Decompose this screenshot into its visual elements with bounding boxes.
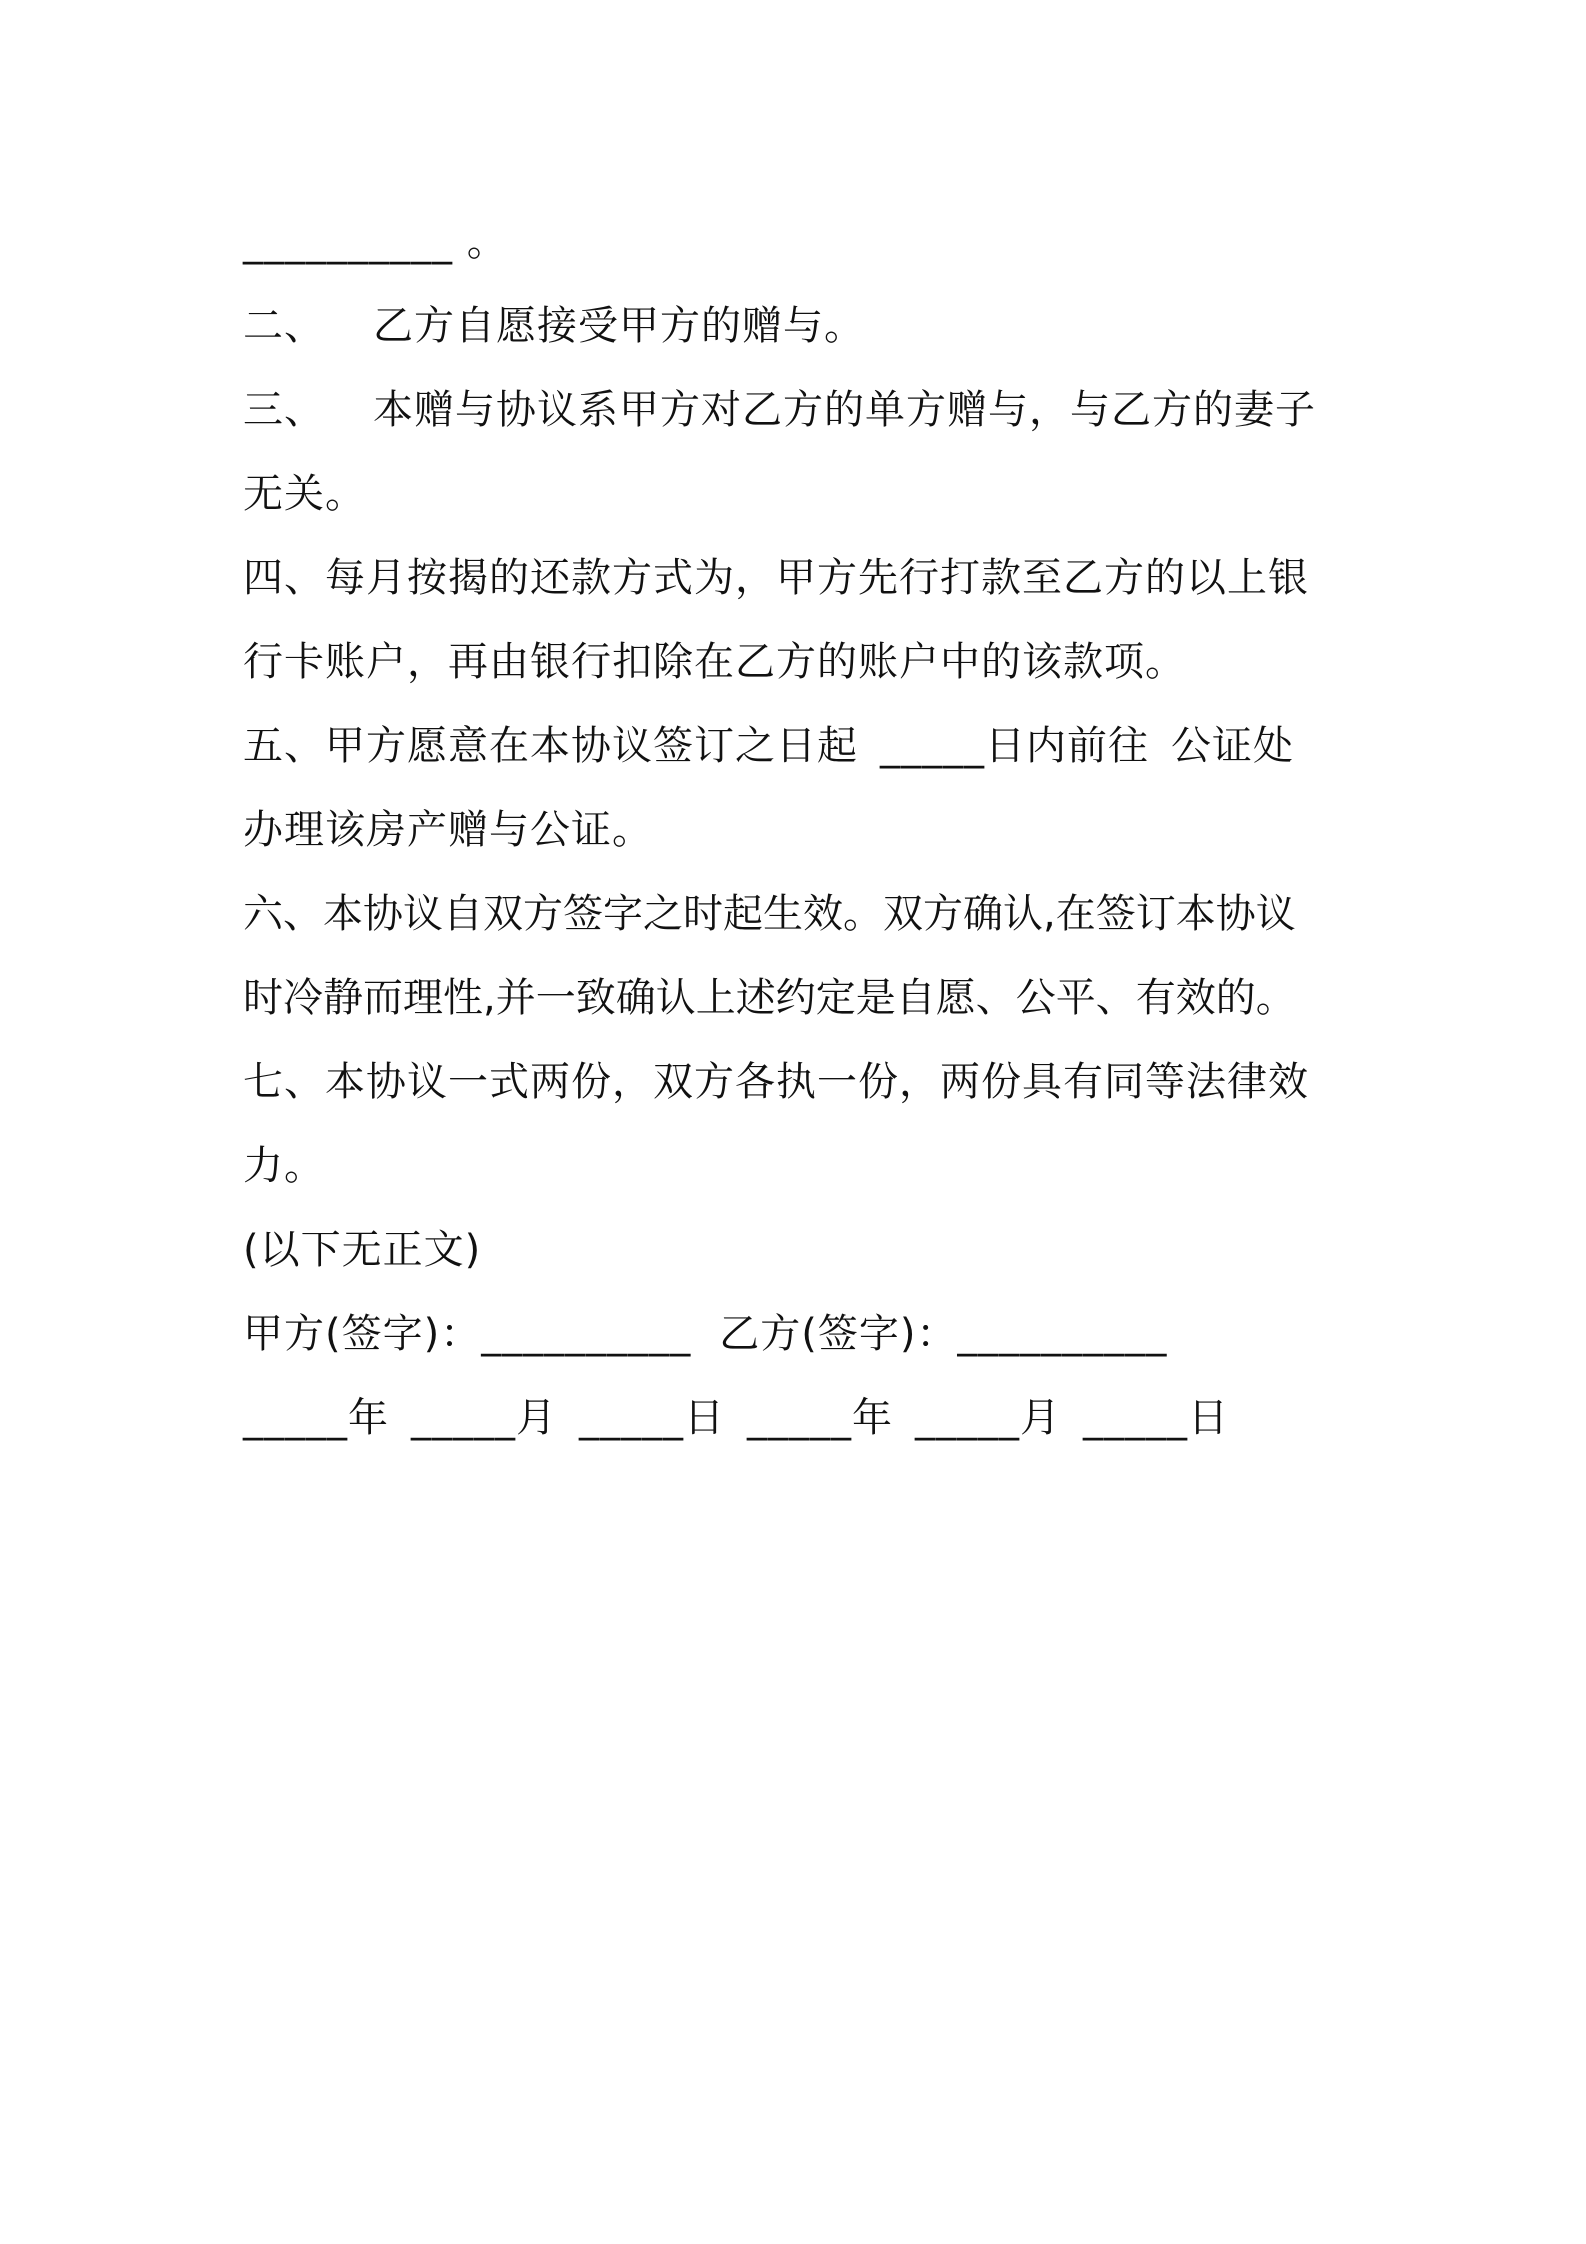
clause-text: 本赠与协议系甲方对乙方的单方赠与，与乙方的妻子 (373, 387, 1316, 433)
clause-6-cont (243, 956, 1353, 1040)
clause-2 (243, 284, 1353, 368)
party-a-date-month: _____月 (411, 1395, 557, 1441)
clause-number: 二、 (243, 303, 325, 349)
clause-6 (243, 872, 1353, 956)
party-a-signature: 甲方(签字)：__________ (243, 1311, 692, 1357)
clause-number: 三、 (243, 387, 325, 433)
blank-line (243, 200, 1353, 284)
date-row (243, 1376, 1353, 1460)
signature-row (243, 1292, 1353, 1376)
clause-4 (243, 536, 1353, 620)
party-b-date-month: _____月 (915, 1395, 1061, 1441)
clause-text: 六、本协议自双方签字之时起生效。双方确认,在签订本协议 (243, 891, 1296, 937)
clause-text: 五、甲方愿意在本协议签订之日起 (243, 723, 858, 769)
party-b-date-year: _____年 (747, 1395, 893, 1441)
days-blank: _____日内前往 (880, 723, 1149, 769)
party-b-date-day: _____日 (1083, 1395, 1229, 1441)
clause-text: 七、本协议一式两份，双方各执一份，两份具有同等法律效 (243, 1059, 1309, 1105)
clause-4-cont (243, 620, 1353, 704)
notary-office: 公证处 (1171, 723, 1294, 769)
clause-5-cont (243, 788, 1353, 872)
paragraph-text: __________ 。 (243, 219, 508, 265)
clause-7 (243, 1040, 1353, 1124)
no-text-below: (以下无正文) (243, 1227, 482, 1273)
clause-text: 办理该房产赠与公证。 (243, 807, 653, 853)
end-note (243, 1208, 1353, 1292)
party-b-signature: 乙方(签字)：__________ (719, 1311, 1168, 1357)
clause-text: 时冷静而理性,并一致确认上述约定是自愿、公平、有效的。 (243, 975, 1296, 1021)
clause-5 (243, 704, 1353, 788)
clause-3-cont (243, 452, 1353, 536)
clause-text: 行卡账户，再由银行扣除在乙方的账户中的该款项。 (243, 639, 1186, 685)
clause-text: 乙方自愿接受甲方的赠与。 (373, 303, 865, 349)
party-a-date-day: _____日 (579, 1395, 725, 1441)
clause-text: 力。 (243, 1143, 325, 1189)
document-body (243, 200, 1353, 1460)
clause-7-cont (243, 1124, 1353, 1208)
party-a-date-year: _____年 (243, 1395, 389, 1441)
clause-3 (243, 368, 1353, 452)
clause-text: 无关。 (243, 471, 366, 517)
clause-text: 四、每月按揭的还款方式为，甲方先行打款至乙方的以上银 (243, 555, 1309, 601)
